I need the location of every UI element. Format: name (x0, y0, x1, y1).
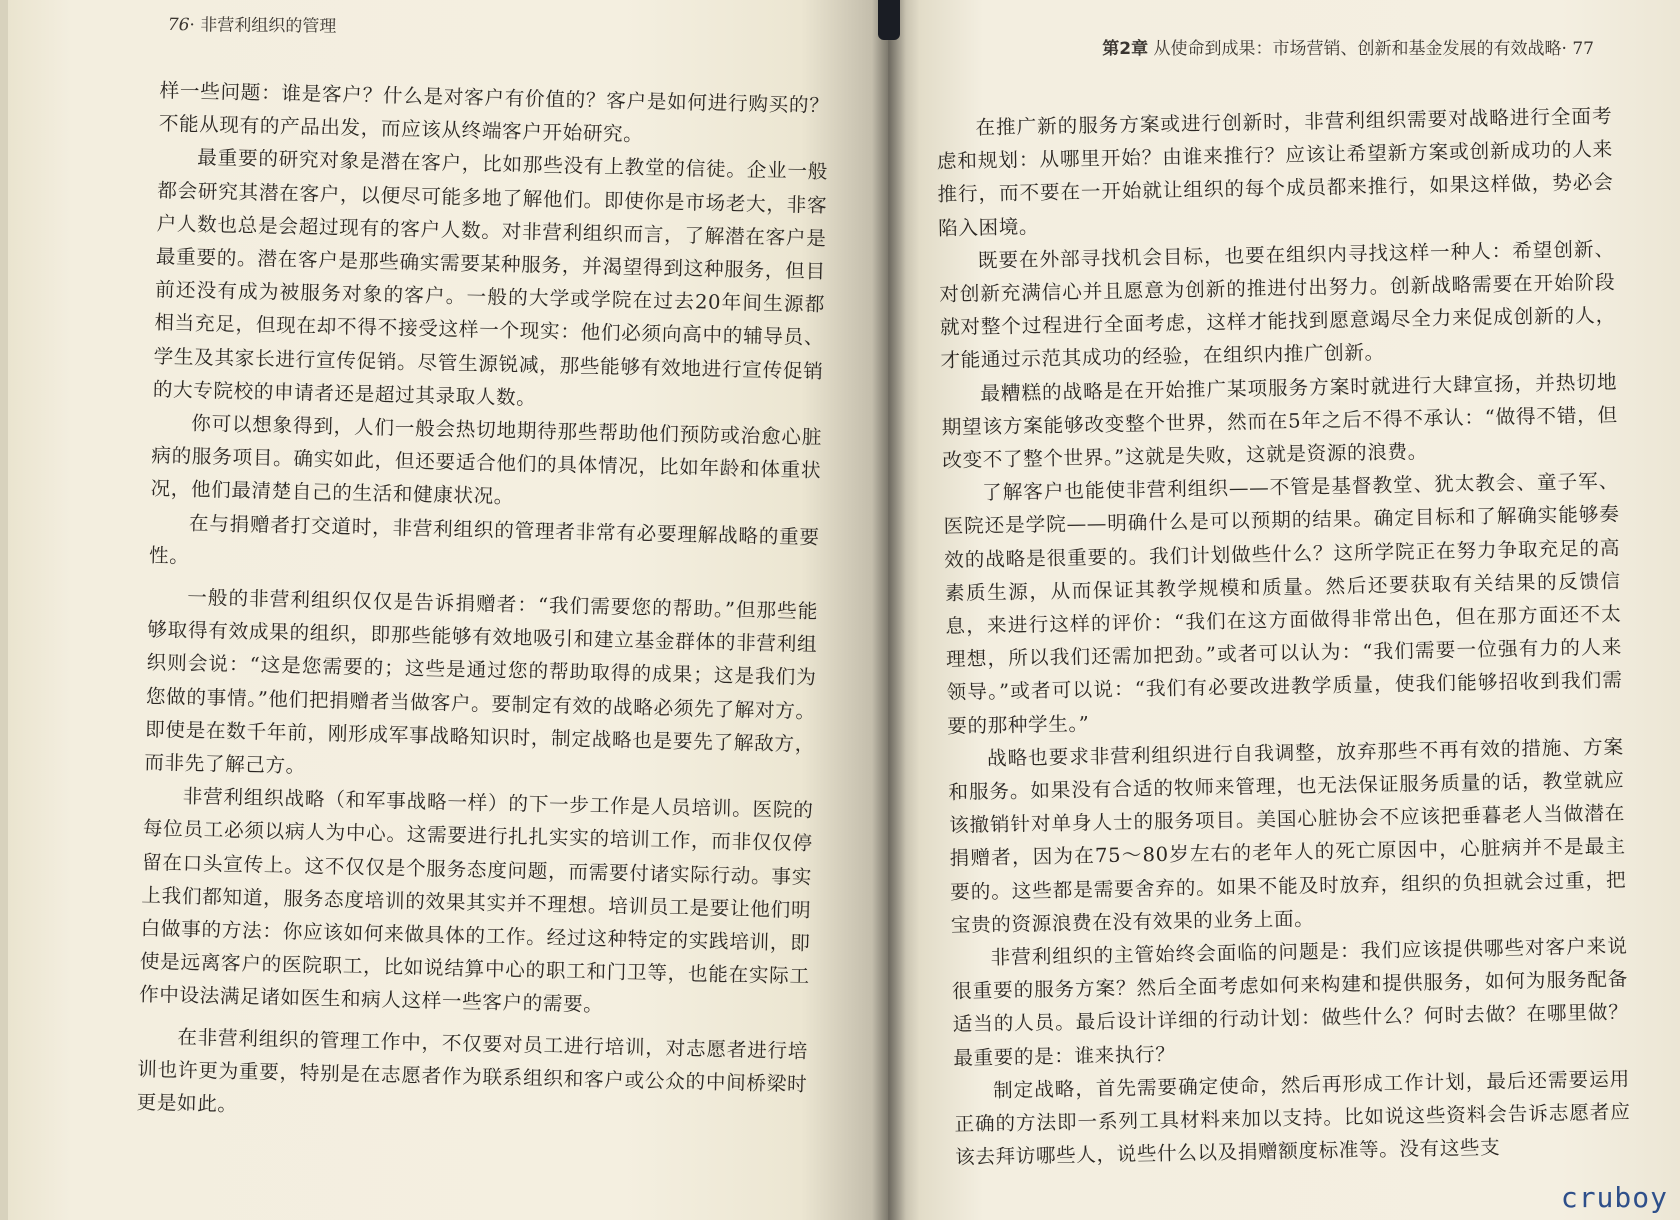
paragraph: 一般的非营利组织仅仅是告诉捐赠者：“我们需要您的帮助。”但那些能够取得有效成果的组织，即那些能够有效地吸引和建立基金群体的非营利组织则会说：“这是您需要的；这些是通过您的帮助取得的成果；这是我们为您做的事情。”他们把捐赠者当做客户。要制定有效的战略必须先了解对方。即使是在数千年前，刚形成军事战略知识时，制定战略也是要先了解敌方，而非先了解己方。 (144, 585, 819, 778)
paragraph: 非营利组织战略（和军事战略一样）的下一步工作是人员培训。医院的每位员工必须以病人为中心。这需要进行扎扎实实的培训工作，而非仅仅停留在口头宣传上。这不仅仅是个服务态度问题，而需要付诸实际行动。事实上我们都知道，服务态度培训的效果其实并不理想。培训员工是要让他们明白做事的方法：你应该如何来做具体的工作。经过这种特定的实践培训，即使是远离客户的医院职工，比如说结算中心的职工和门卫等，也能在实际工作中设法满足诸如医生和病人这样一些客户的需要。 (138, 784, 814, 1017)
paragraph: 在推广新的服务方案或进行创新时，非营利组织需要对战略进行全面考虑和规划：从哪里开始？由谁来推行？应该让希望新方案或创新成功的人来推行，而不要在一开始就让组织的每个成员都来推行，如果这样做，势必会陷入困境。 (936, 104, 1614, 240)
paragraph: 制定战略，首先需要确定使命，然后再形成工作计划，最后还需要运用正确的方法即一系列工具材料来加以支持。比如说这些资料会告诉志愿者应该去拜访哪些人，说些什么以及捐赠额度标准等。没有这些支 (954, 1067, 1631, 1170)
paragraph: 了解客户也能使非营利组织——不管是基督教堂、犹太教会、童子军、医院还是学院——明确什么是可以预期的结果。确定目标和了解确实能够奏效的战略是很重要的。我们计划做些什么？这所学院正在努力争取充足的高素质生源，从而保证其教学规模和质量。然后还要获取有关结果的反馈信息，来进行这样的评价：“我们在这方面做得非常出色，但在那方面还不太理想，所以我们还需加把劲。”或者可以认为：“我们需要一位强有力的人来领导。”或者可以说：“我们有必要改进教学质量，使我们能够招收到我们需要的那种学生。” (943, 469, 1623, 738)
left-running-head (168, 10, 337, 37)
paragraph: 你可以想象得到，人们一般会热切地期待那些帮助他们预防或治愈心脏病的服务项目。确实如此，但还要适合他们的具体情况，比如年龄和体重状况，他们最清楚自己的生活和健康状况。 (150, 411, 823, 509)
right-body-text (936, 100, 1631, 1175)
paragraph: 战略也要求非营利组织进行自我调整，放弃那些不再有效的措施、方案和服务。如果没有合适的牧师来管理，也无法保证服务质量的话，教堂就应该撤销针对单身人士的服务项目。美国心脏协会不应该把垂暮老人当做潜在捐赠者，因为在75～80岁左右的老年人的死亡原因中，心脏病并不是最主要的。这些都是需要舍弃的。如果不能及时放弃，组织的负担就会过重，把宝贵的资源浪费在没有效果的业务上面。 (948, 735, 1627, 937)
watermark-text: cruboy (1560, 1181, 1668, 1214)
chapter-title: 从使命到成果：市场营销、创新和基金发展的有效战略 (1153, 39, 1562, 59)
paragraph: 最重要的研究对象是潜在客户，比如那些没有上教堂的信徒。企业一般都会研究其潜在客户，以便尽可能多地了解他们。即使你是市场老大，非客户人数也总是会超过现有的客户人数。对非营利组织而言，了解潜在客户是最重要的。潜在客户是那些确实需要某种服务，并渴望得到这种服务，但目前还没有成为被服务对象的客户。一般的大学或学院在过去20年间生源都相当充足，但现在却不得不接受这样一个现实：他们必须向高中的辅导员、学生及其家长进行宣传促销。尽管生源锐减，那些能够有效地进行宣传促销的大专院校的申请者还是超过其录取人数。 (152, 146, 829, 410)
paragraph: 在与捐赠者打交道时，非营利组织的管理者非常有必要理解战略的重要性。 (148, 511, 820, 568)
right-page-number: · 77 (1561, 39, 1594, 59)
paragraph: 最糟糕的战略是在开始推广某项服务方案时就进行大肆宣扬，并热切地期望该方案能够改变整个世界，然而在5年之后不得不承认：“做得不错，但改变不了整个世界。”这就是失败，这就是资源的浪费。 (941, 370, 1618, 472)
binding (878, 0, 900, 40)
right-page (888, 0, 1680, 1220)
paragraph: 在非营利组织的管理工作中，不仅要对员工进行培训，对志愿者进行培训也许更为重要，特别是在志愿者作为联系组织和客户或公众的中间桥梁时更是如此。 (136, 1025, 809, 1117)
scan-edge (0, 0, 8, 1220)
left-book-title: · 非营利组织的管理 (189, 15, 337, 37)
paragraph: 非营利组织的主管始终会面临的问题是：我们应该提供哪些对客户来说很重要的服务方案？然后全面考虑如何来构建和提供服务，如何为服务配备适当的人员。最后设计详细的行动计划：做些什么？何时去做？在哪里做？最重要的是：谁来执行？ (951, 934, 1629, 1070)
left-body-text (136, 74, 830, 1134)
paragraph: 样一些问题：谁是客户？什么是对客户有价值的？客户是如何进行购买的？不能从现有的产品出发，而应该从终端客户开始研究。 (158, 78, 830, 147)
paragraph: 既要在外部寻找机会目标，也要在组织内寻找这样一种人：希望创新、对创新充满信心并且愿意为创新的推进付出努力。创新战略需要在开始阶段就对整个过程进行全面考虑，这样才能找到愿意竭尽全力来促成创新的人，才能通过示范其成功的经验，在组织内推广创新。 (939, 237, 1617, 373)
chapter-label: 第2章 (1102, 39, 1149, 59)
right-running-head (1102, 34, 1594, 59)
gutter-shadow (872, 0, 906, 1220)
left-page-number: 76 (167, 14, 190, 36)
